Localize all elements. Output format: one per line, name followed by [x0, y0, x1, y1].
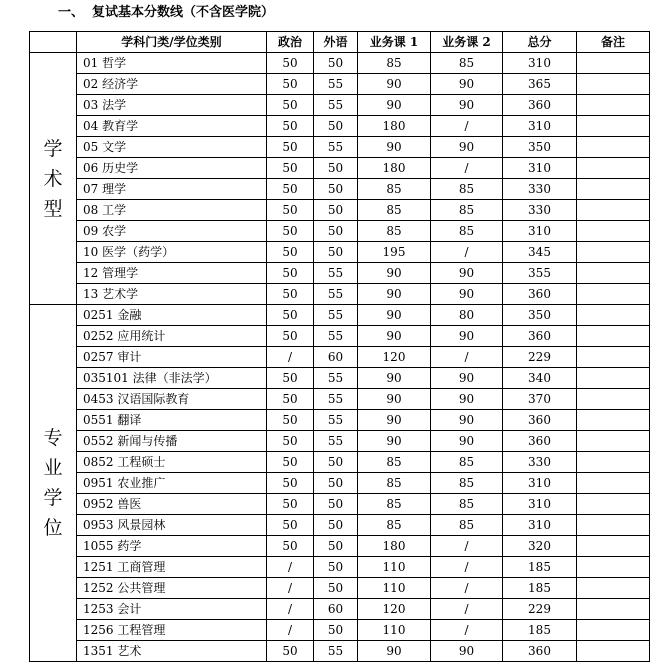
score-cell: 85	[431, 515, 503, 536]
score-cell	[577, 116, 650, 137]
score-cell: 90	[358, 284, 431, 305]
score-cell: 50	[267, 641, 314, 662]
score-cell: 310	[503, 494, 577, 515]
score-cell: 50	[267, 515, 314, 536]
score-cell: 185	[503, 578, 577, 599]
score-cell: 50	[314, 620, 358, 641]
discipline-name-cell: 03 法学	[77, 95, 267, 116]
discipline-name-cell: 0951 农业推广	[77, 473, 267, 494]
table-row	[30, 452, 650, 473]
score-cell: 55	[314, 641, 358, 662]
score-cell	[577, 200, 650, 221]
score-cell: 330	[503, 200, 577, 221]
score-cell: 50	[267, 410, 314, 431]
score-cell: 365	[503, 74, 577, 95]
score-cell: 90	[431, 431, 503, 452]
table-row	[30, 53, 650, 74]
score-cell: /	[431, 158, 503, 179]
score-cell: 55	[314, 305, 358, 326]
table-row	[30, 599, 650, 620]
table-row	[30, 494, 650, 515]
score-cell: 50	[267, 326, 314, 347]
score-cell: 50	[267, 200, 314, 221]
table-row	[30, 347, 650, 368]
score-cell: 90	[431, 410, 503, 431]
score-cell: 50	[267, 179, 314, 200]
score-cell: 90	[431, 137, 503, 158]
score-cell: /	[431, 578, 503, 599]
header-cell: 业务课 2	[431, 32, 503, 53]
table-row	[30, 95, 650, 116]
score-cell: 50	[314, 515, 358, 536]
discipline-name-cell: 0453 汉语国际教育	[77, 389, 267, 410]
score-cell: 120	[358, 347, 431, 368]
category-char: 型	[43, 197, 63, 220]
discipline-name-cell: 035101 法律（非法学）	[77, 368, 267, 389]
score-cell: 90	[358, 431, 431, 452]
score-cell: 50	[314, 200, 358, 221]
discipline-name-cell: 0952 兽医	[77, 494, 267, 515]
score-cell: 310	[503, 53, 577, 74]
discipline-name-cell: 06 历史学	[77, 158, 267, 179]
score-cell: 350	[503, 305, 577, 326]
score-cell: 50	[314, 578, 358, 599]
score-cell: 90	[431, 641, 503, 662]
score-cell: /	[431, 116, 503, 137]
table-row	[30, 221, 650, 242]
score-cell: 85	[358, 53, 431, 74]
score-cell: 50	[314, 179, 358, 200]
discipline-name-cell: 1351 艺术	[77, 641, 267, 662]
table-row	[30, 200, 650, 221]
score-cell: 50	[314, 116, 358, 137]
score-cell	[577, 305, 650, 326]
score-cell: 310	[503, 473, 577, 494]
discipline-name-cell: 02 经济学	[77, 74, 267, 95]
score-cell	[577, 221, 650, 242]
header-cell: 政治	[267, 32, 314, 53]
score-cell: 85	[431, 452, 503, 473]
discipline-name-cell: 01 哲学	[77, 53, 267, 74]
score-cell: /	[267, 347, 314, 368]
score-cell: 60	[314, 599, 358, 620]
score-cell: 90	[431, 368, 503, 389]
score-cell: 185	[503, 557, 577, 578]
score-cell: 55	[314, 95, 358, 116]
score-cell: 229	[503, 599, 577, 620]
table-row	[30, 137, 650, 158]
score-cell: 350	[503, 137, 577, 158]
table-row	[30, 305, 650, 326]
table-row	[30, 389, 650, 410]
score-cell: 85	[431, 494, 503, 515]
score-cell: 90	[358, 74, 431, 95]
score-cell: 310	[503, 116, 577, 137]
score-cell: 310	[503, 158, 577, 179]
table-row	[30, 536, 650, 557]
table-row	[30, 515, 650, 536]
score-cell: /	[267, 557, 314, 578]
score-cell: 85	[358, 452, 431, 473]
score-cell	[577, 137, 650, 158]
header-cell: 备注	[577, 32, 650, 53]
score-cell: 110	[358, 578, 431, 599]
score-cell: 50	[314, 158, 358, 179]
score-cell: 90	[358, 305, 431, 326]
score-cell: 50	[267, 452, 314, 473]
score-cell: 50	[267, 536, 314, 557]
score-cell	[577, 263, 650, 284]
table-row	[30, 557, 650, 578]
category-char: 学	[43, 487, 63, 509]
score-cell: 330	[503, 452, 577, 473]
score-cell: 50	[314, 557, 358, 578]
category-char: 学	[43, 137, 63, 160]
score-cell: 90	[358, 263, 431, 284]
score-cell: /	[431, 242, 503, 263]
score-cell	[577, 179, 650, 200]
discipline-name-cell: 1256 工程管理	[77, 620, 267, 641]
score-cell: 85	[431, 473, 503, 494]
score-cell: /	[267, 599, 314, 620]
score-cell	[577, 242, 650, 263]
table-row	[30, 284, 650, 305]
score-cell: 90	[431, 389, 503, 410]
score-cell: 50	[314, 473, 358, 494]
score-cell	[577, 158, 650, 179]
score-cell: 360	[503, 284, 577, 305]
score-cell: 85	[358, 200, 431, 221]
score-cell: /	[431, 536, 503, 557]
score-cell: 85	[358, 494, 431, 515]
score-cell: 85	[431, 53, 503, 74]
score-cell: 110	[358, 620, 431, 641]
score-cell: 55	[314, 284, 358, 305]
score-cell: 320	[503, 536, 577, 557]
score-cell	[577, 389, 650, 410]
score-cell: 360	[503, 410, 577, 431]
score-cell	[577, 284, 650, 305]
score-cell: 180	[358, 158, 431, 179]
score-cell	[577, 431, 650, 452]
score-cell: 90	[358, 368, 431, 389]
discipline-name-cell: 0257 审计	[77, 347, 267, 368]
discipline-name-cell: 12 管理学	[77, 263, 267, 284]
score-cell	[577, 578, 650, 599]
score-cell: 90	[358, 326, 431, 347]
score-cell: 50	[267, 389, 314, 410]
score-cell: 55	[314, 74, 358, 95]
table-row	[30, 620, 650, 641]
table-row	[30, 578, 650, 599]
score-table	[29, 31, 650, 662]
score-cell: /	[267, 620, 314, 641]
discipline-name-cell: 0251 金融	[77, 305, 267, 326]
score-cell: 90	[431, 263, 503, 284]
score-cell: 50	[314, 452, 358, 473]
score-cell: 85	[358, 473, 431, 494]
score-cell: 90	[431, 284, 503, 305]
discipline-name-cell: 1251 工商管理	[77, 557, 267, 578]
discipline-name-cell: 04 教育学	[77, 116, 267, 137]
score-cell: 50	[267, 431, 314, 452]
score-cell: 330	[503, 179, 577, 200]
table-row	[30, 368, 650, 389]
score-cell: 55	[314, 410, 358, 431]
score-cell: 55	[314, 263, 358, 284]
table-row	[30, 179, 650, 200]
score-cell: 90	[358, 137, 431, 158]
category-char: 术	[43, 167, 63, 190]
score-cell: 355	[503, 263, 577, 284]
score-cell	[577, 557, 650, 578]
score-cell: 360	[503, 95, 577, 116]
discipline-name-cell: 10 医学（药学）	[77, 242, 267, 263]
score-cell	[577, 494, 650, 515]
discipline-name-cell: 13 艺术学	[77, 284, 267, 305]
score-cell: 50	[314, 494, 358, 515]
score-cell: 195	[358, 242, 431, 263]
section-title: 复试基本分数线（不含医学院）	[92, 5, 275, 20]
table-row	[30, 74, 650, 95]
score-cell: 185	[503, 620, 577, 641]
discipline-name-cell: 0252 应用统计	[77, 326, 267, 347]
score-cell: 60	[314, 347, 358, 368]
score-cell: 360	[503, 431, 577, 452]
score-cell: 50	[267, 284, 314, 305]
score-cell	[577, 74, 650, 95]
score-cell: /	[431, 347, 503, 368]
score-cell	[577, 599, 650, 620]
score-cell	[577, 347, 650, 368]
score-cell: 55	[314, 368, 358, 389]
score-cell: 110	[358, 557, 431, 578]
score-cell: 180	[358, 116, 431, 137]
discipline-name-cell: 1253 会计	[77, 599, 267, 620]
score-cell	[577, 326, 650, 347]
score-cell: 345	[503, 242, 577, 263]
score-cell: 50	[314, 221, 358, 242]
table-row	[30, 410, 650, 431]
category-professional	[30, 305, 77, 662]
score-cell: 50	[267, 158, 314, 179]
score-cell: 50	[267, 74, 314, 95]
table-row	[30, 242, 650, 263]
category-char: 位	[43, 517, 63, 539]
score-cell: 50	[267, 221, 314, 242]
score-cell: 50	[267, 95, 314, 116]
header-cell: 总分	[503, 32, 577, 53]
score-cell: 85	[358, 221, 431, 242]
score-cell	[577, 641, 650, 662]
score-cell: 80	[431, 305, 503, 326]
score-cell: 50	[267, 242, 314, 263]
table-row	[30, 641, 650, 662]
score-cell: 229	[503, 347, 577, 368]
score-cell: 90	[358, 389, 431, 410]
score-cell: /	[267, 578, 314, 599]
table-row	[30, 263, 650, 284]
score-cell: 85	[431, 221, 503, 242]
table-row	[30, 326, 650, 347]
section-heading	[58, 2, 274, 24]
score-cell: 370	[503, 389, 577, 410]
score-cell: 50	[267, 263, 314, 284]
score-cell: 50	[267, 368, 314, 389]
score-cell: 55	[314, 389, 358, 410]
discipline-name-cell: 1252 公共管理	[77, 578, 267, 599]
score-cell: 50	[267, 305, 314, 326]
score-cell: 55	[314, 137, 358, 158]
header-row	[30, 32, 650, 53]
score-cell: 50	[267, 473, 314, 494]
table-row	[30, 431, 650, 452]
score-cell: 180	[358, 536, 431, 557]
category-char: 业	[43, 457, 63, 479]
score-cell: 85	[431, 200, 503, 221]
discipline-name-cell: 09 农学	[77, 221, 267, 242]
score-cell: 90	[431, 95, 503, 116]
score-cell: 55	[314, 326, 358, 347]
discipline-name-cell: 05 文学	[77, 137, 267, 158]
header-cell: 学科门类/学位类别	[77, 32, 267, 53]
score-cell: 85	[358, 179, 431, 200]
score-cell	[577, 53, 650, 74]
score-cell	[577, 620, 650, 641]
score-cell: 90	[358, 95, 431, 116]
score-cell: /	[431, 557, 503, 578]
score-cell: /	[431, 620, 503, 641]
score-cell: 360	[503, 641, 577, 662]
score-cell: 85	[431, 179, 503, 200]
table-row	[30, 158, 650, 179]
score-cell: 50	[314, 242, 358, 263]
score-cell	[577, 410, 650, 431]
score-cell: 55	[314, 431, 358, 452]
table-row	[30, 116, 650, 137]
score-cell: 85	[358, 515, 431, 536]
score-cell: 90	[358, 641, 431, 662]
score-cell	[577, 536, 650, 557]
discipline-name-cell: 0953 风景园林	[77, 515, 267, 536]
header-blank-cell	[30, 32, 77, 53]
discipline-name-cell: 07 理学	[77, 179, 267, 200]
score-cell: 50	[267, 116, 314, 137]
score-cell: 50	[267, 494, 314, 515]
discipline-name-cell: 08 工学	[77, 200, 267, 221]
score-cell: 50	[267, 137, 314, 158]
score-cell: 310	[503, 221, 577, 242]
discipline-name-cell: 0852 工程硕士	[77, 452, 267, 473]
score-cell: 50	[314, 53, 358, 74]
score-cell: 90	[431, 326, 503, 347]
section-number: 一、	[58, 5, 85, 20]
discipline-name-cell: 0552 新闻与传播	[77, 431, 267, 452]
header-cell: 业务课 1	[358, 32, 431, 53]
discipline-name-cell: 0551 翻译	[77, 410, 267, 431]
score-cell: /	[431, 599, 503, 620]
score-cell	[577, 515, 650, 536]
score-cell	[577, 452, 650, 473]
category-char: 专	[43, 427, 63, 449]
score-cell	[577, 368, 650, 389]
score-cell: 360	[503, 326, 577, 347]
score-cell: 340	[503, 368, 577, 389]
score-cell: 50	[314, 536, 358, 557]
score-cell: 90	[431, 74, 503, 95]
score-cell: 120	[358, 599, 431, 620]
score-cell: 50	[267, 53, 314, 74]
score-cell	[577, 95, 650, 116]
table-row	[30, 473, 650, 494]
score-cell: 310	[503, 515, 577, 536]
score-cell	[577, 473, 650, 494]
category-academic	[30, 53, 77, 305]
discipline-name-cell: 1055 药学	[77, 536, 267, 557]
header-cell: 外语	[314, 32, 358, 53]
score-cell: 90	[358, 410, 431, 431]
